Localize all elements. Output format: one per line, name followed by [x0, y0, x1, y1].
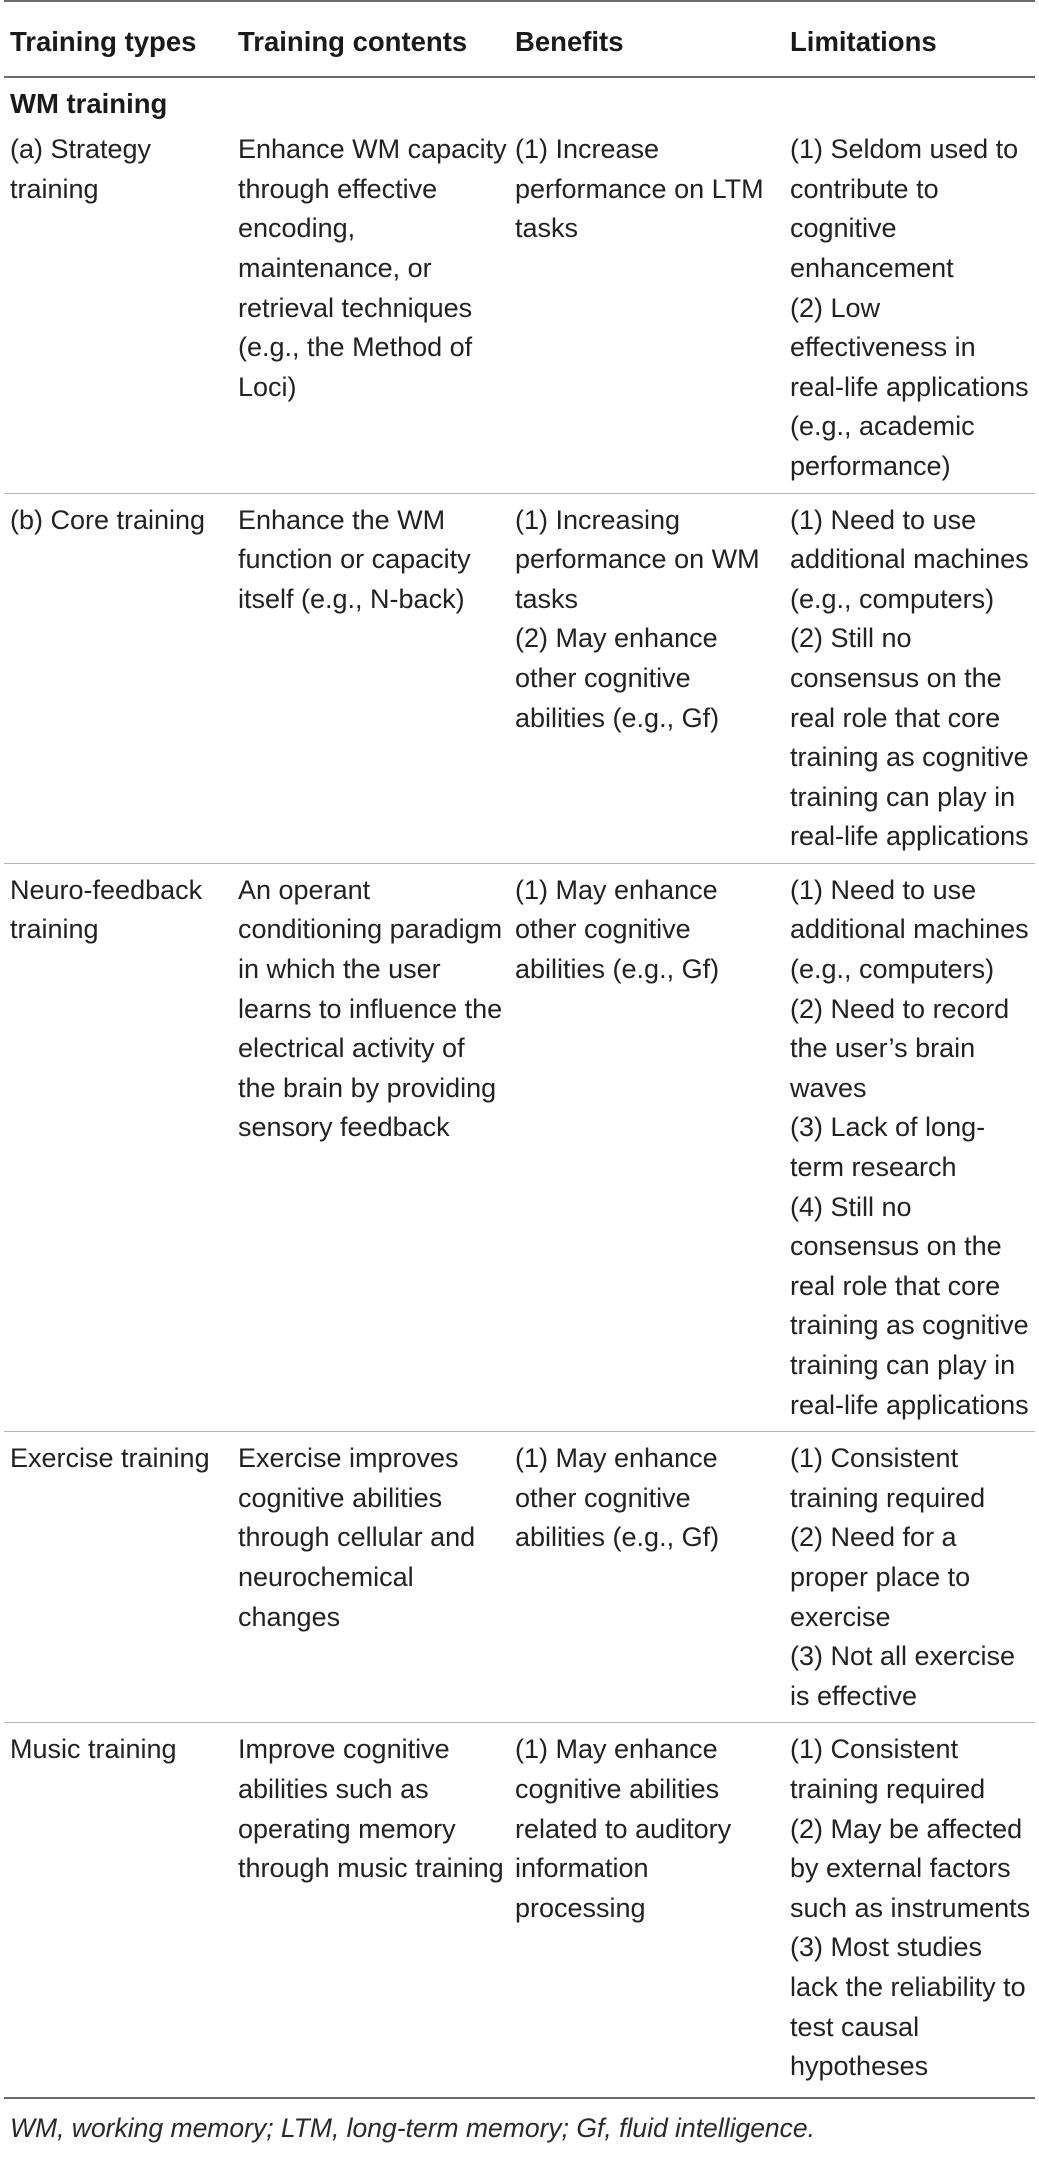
section-row-wm-training — [4, 77, 1035, 124]
benefit-item: (1) May enhance cognitive abilities related to auditory information processing — [515, 1734, 732, 1923]
limitation-item: (1) Need to use additional machines (e.g., computers) — [790, 874, 1029, 985]
benefit-item: (1) Increasing performance on WM tasks — [515, 504, 760, 614]
table-row — [4, 1723, 1035, 2097]
cell-benefits — [509, 1432, 784, 1723]
cell-benefits — [509, 863, 784, 1431]
benefit-item: (1) May enhance other cognitive abilities (e.g., Gf) — [515, 874, 720, 985]
cell-limitations — [784, 123, 1035, 493]
benefit-item: (2) May enhance other cognitive abilities (e.g., Gf) — [515, 623, 720, 733]
cell-limitations — [784, 493, 1035, 863]
cell-benefits — [509, 1723, 784, 2097]
header-benefits: Benefits — [509, 1, 784, 77]
limitation-item: (2) Low effectiveness in real-life applications (e.g., academic performance) — [790, 292, 1029, 481]
cell-training-contents: Exercise improves cognitive abilities through cellular and neurochemical changes — [232, 1432, 509, 1723]
cell-benefits — [509, 123, 784, 493]
limitation-item: (1) Seldom used to contribute to cognitive enhancement — [790, 134, 1019, 283]
table-header-row — [4, 1, 1035, 77]
header-training-contents: Training contents — [232, 1, 509, 77]
limitation-item: (3) Not all exercise is effective — [790, 1641, 1016, 1711]
cell-limitations — [784, 1723, 1035, 2097]
benefit-item: (1) May enhance other cognitive abilities (e.g., Gf) — [515, 1443, 720, 1553]
cell-training-contents: An operant conditioning paradigm in which the user learns to influence the electrical activity of the brain by providing sensory feedback — [232, 863, 509, 1431]
limitation-item: (2) Still no consensus on the real role that core training as cognitive training can play in real-life applications — [790, 623, 1029, 852]
limitation-item: (1) Consistent training required — [790, 1734, 986, 1804]
cell-training-contents: Improve cognitive abilities such as operating memory through music training — [232, 1723, 509, 2097]
training-table — [4, 0, 1035, 2097]
cell-training-type: Music training — [4, 1723, 232, 2097]
table-footnote: WM, working memory; LTM, long-term memory; Gf, fluid intelligence. — [4, 2097, 1035, 2147]
header-limitations: Limitations — [784, 1, 1035, 77]
limitation-item: (1) Consistent training required — [790, 1443, 986, 1513]
cell-limitations — [784, 1432, 1035, 1723]
table-row — [4, 863, 1035, 1431]
limitation-item: (3) Lack of long-term research — [790, 1112, 986, 1183]
cell-training-type: (b) Core training — [4, 493, 232, 863]
table-row — [4, 123, 1035, 493]
table-row — [4, 1432, 1035, 1723]
limitation-item: (4) Still no consensus on the real role that core training as cognitive training can play in real-life applications — [790, 1191, 1029, 1420]
header-training-types: Training types — [4, 1, 232, 77]
cell-training-type: Neuro-feedback training — [4, 863, 232, 1431]
cell-training-type: (a) Strategy training — [10, 134, 152, 204]
table-row — [4, 493, 1035, 863]
section-title: WM training — [10, 87, 168, 119]
cell-training-contents: Enhance the WM function or capacity itself (e.g., N-back) — [232, 493, 509, 863]
cell-benefits — [509, 493, 784, 863]
limitation-item: (2) May be affected by external factors such as instruments — [790, 1813, 1031, 1923]
limitation-item: (2) Need for a proper place to exercise — [790, 1522, 971, 1632]
cell-training-contents: Enhance WM capacity through effective encoding, maintenance, or retrieval techniques (e.g., the Method of Loci) — [238, 134, 507, 402]
cell-limitations — [784, 863, 1035, 1431]
limitation-item: (3) Most studies lack the reliability to test causal hypotheses — [790, 1932, 1026, 2082]
benefit-item: (1) Increase performance on LTM tasks — [515, 134, 764, 244]
limitation-item: (2) Need to record the user’s brain waves — [790, 993, 1010, 1103]
limitation-item: (1) Need to use additional machines (e.g., computers) — [790, 504, 1029, 614]
cell-training-type: Exercise training — [4, 1432, 232, 1723]
